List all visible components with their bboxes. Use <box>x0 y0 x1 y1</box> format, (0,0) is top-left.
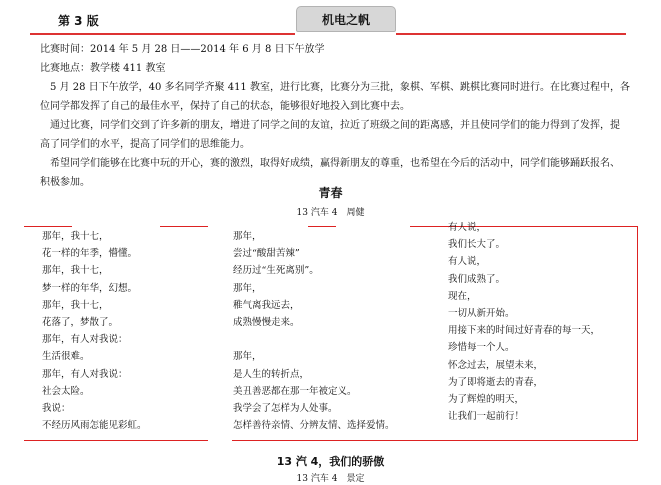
poem-line: 一切从新开始。 <box>448 307 515 319</box>
poem-line: 我说： <box>42 402 71 414</box>
poem-line: 有人说， <box>448 256 487 268</box>
poem-line: 那年， <box>233 282 262 294</box>
poem-line: 怎样善待亲情、分辨友情、选择爱情。 <box>233 420 395 432</box>
poem-line: 尝过“酸甜苦辣” <box>233 248 300 260</box>
frame-line-bottom-right <box>400 440 638 441</box>
poem-line: 那年，有人对我说： <box>42 334 128 346</box>
section-tab <box>296 6 396 32</box>
poem-line: 成熟慢慢走来。 <box>233 316 300 328</box>
frame-line-top-mid <box>308 226 336 227</box>
poem-line: 我学会了怎样为人处事。 <box>233 402 338 414</box>
poem-line: 经历过“生死离别”。 <box>233 265 319 277</box>
frame-line-bottom-left <box>24 440 208 441</box>
poem-line: 不经历风雨怎能见彩虹。 <box>42 420 147 432</box>
poem-line: 稚气离我远去， <box>233 299 300 311</box>
poem-line: 花落了，梦散了。 <box>42 316 119 328</box>
frame-line-bottom-mid <box>232 440 402 441</box>
poem-line: 那年， <box>233 231 262 242</box>
next-article-title: 13 汽 4，我们的骄傲 <box>276 455 385 468</box>
poem-line: 为了即将逝去的青春， <box>448 376 544 388</box>
poem-line: 现在， <box>448 290 477 302</box>
header-rule-left <box>30 33 295 35</box>
poem-column-2 <box>233 228 395 434</box>
poem-line: 美丑善恶都在那一年被定义。 <box>233 385 357 397</box>
poem-line: 用接下来的时间过好青春的每一天， <box>448 325 601 337</box>
poem-line: 花一样的年季，懵懂。 <box>42 248 138 260</box>
intro-line: 比赛时间：2014 年 5 月 28 日——2014 年 6 月 8 日下午放学 <box>40 44 325 55</box>
intro-line: 5 月 28 日下午放学，40 多名同学齐聚 411 教室，进行比赛，比赛分为三批，象棋、军棋、跳棋比赛同时进行。在比赛过程中，各 <box>40 82 630 93</box>
poem-line: 社会太险。 <box>42 385 90 397</box>
poem-line: 我们长大了。 <box>448 239 506 251</box>
intro-line: 希望同学们能够在比赛中玩的开心，赛的激烈，取得好成绩，赢得新朋友的尊重，也希望在今后的活动中，同学们能够踊跃报名、 <box>40 158 620 169</box>
poem-line: 怀念过去，展望未来， <box>448 359 544 371</box>
header-rule-right <box>396 33 626 35</box>
next-article-author: 13 汽车 4 景定 <box>296 474 365 484</box>
frame-line-top-mid-left <box>160 226 208 227</box>
poem-line: 梦一样的年华，幻想。 <box>42 282 138 294</box>
section-tab-title: 机电之帆 <box>321 12 370 27</box>
poem-line: 让我们一起前行！ <box>448 411 525 423</box>
poem-line: 有人说， <box>448 222 487 233</box>
poem-title: 青春 <box>318 186 343 200</box>
poem-line: 珍惜每一个人。 <box>448 342 515 354</box>
frame-line-top-left <box>24 226 72 227</box>
page-number-label: 第 3 版 <box>58 14 99 28</box>
intro-line: 比赛地点：教学楼 411 教室 <box>40 63 166 74</box>
poem-line: 那年，我十七， <box>42 231 109 242</box>
intro-line: 积极参加。 <box>40 177 90 188</box>
intro-line: 通过比赛，同学们交到了许多新的朋友，增进了同学之间的友谊，拉近了班级之间的距离感，并且使同学们的能力得到了发挥，提 <box>40 120 620 131</box>
intro-text <box>40 40 640 192</box>
poem-line: 那年， <box>233 351 262 363</box>
poem-line: 我们成熟了。 <box>448 273 506 285</box>
poem-line: 那年，有人对我说： <box>42 368 128 380</box>
frame-line-right <box>637 226 638 441</box>
poem-line: 为了辉煌的明天， <box>448 393 525 405</box>
intro-line: 高了同学们的水平，提高了同学们的思维能力。 <box>40 139 250 150</box>
poem-column-3 <box>448 219 600 425</box>
poem-column-1 <box>42 228 147 434</box>
poem-line: 那年，我十七， <box>42 265 109 277</box>
poem-line: 那年，我十七， <box>42 299 109 311</box>
intro-line: 位同学都发挥了自己的最佳水平，保持了自己的状态，能够很好地投入到比赛中去。 <box>40 101 410 112</box>
poem-author: 13 汽车 4 周健 <box>296 208 365 218</box>
poem-line: 生活很难。 <box>42 351 90 363</box>
poem-line <box>233 331 395 348</box>
poem-line: 是人生的转折点， <box>233 368 310 380</box>
